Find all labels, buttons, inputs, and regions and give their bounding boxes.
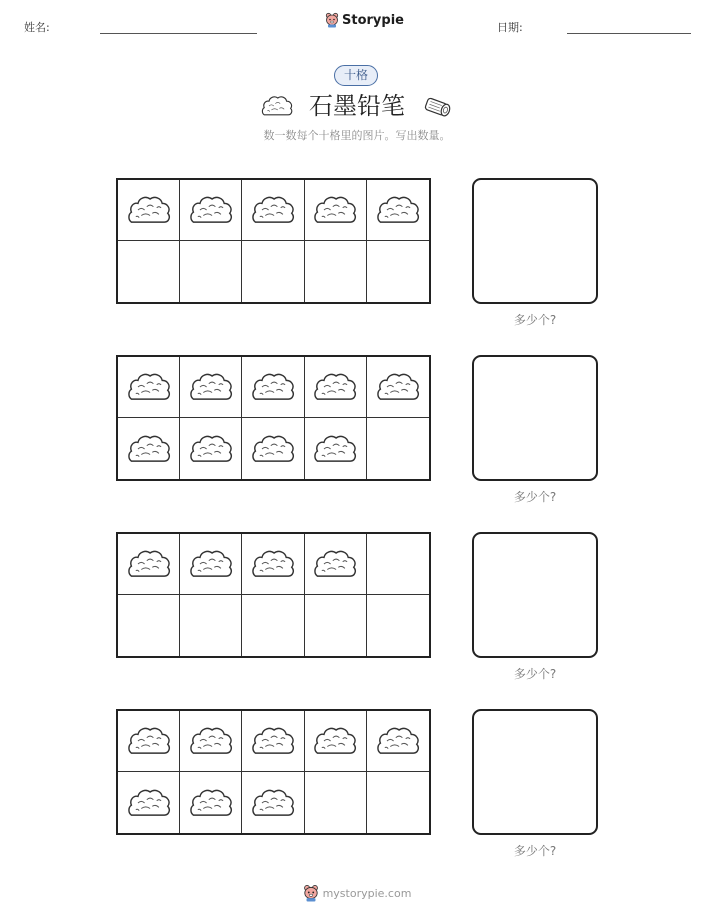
- ten-frame-cell-filled: [118, 418, 180, 479]
- ten-frame-cell-filled: [180, 534, 242, 595]
- ten-frame-cell-empty: [118, 241, 180, 302]
- ten-frame-cell-empty: [305, 772, 367, 833]
- ten-frame-cell-empty: [367, 241, 429, 302]
- brand-name: Storypie: [342, 12, 404, 28]
- graphite-lump-icon: [127, 431, 171, 467]
- ten-frame-cell-filled: [118, 772, 180, 833]
- worksheet-title: 石墨铅笔: [309, 92, 405, 120]
- ten-frame-cell-filled: [118, 534, 180, 595]
- ten-frame-cell-filled: [180, 418, 242, 479]
- graphite-lump-icon: [313, 723, 357, 759]
- instructions: 数一数每个十格里的图片。写出数量。: [263, 129, 451, 142]
- ten-frame-cell-filled: [242, 534, 304, 595]
- graphite-lump-icon: [189, 369, 233, 405]
- ten-frame-cell-filled: [180, 357, 242, 418]
- graphite-lump-icon: [313, 369, 357, 405]
- ten-frame-cell-filled: [242, 711, 304, 772]
- answer-box-3[interactable]: [472, 532, 598, 658]
- answer-box-4[interactable]: [472, 709, 598, 835]
- graphite-lump-icon: [376, 369, 420, 405]
- ten-frame-cell-filled: [242, 418, 304, 479]
- graphite-lump-icon: [127, 785, 171, 821]
- ten-frame-cell-empty: [242, 595, 304, 656]
- ten-frame-cell-filled: [180, 772, 242, 833]
- name-label: 姓名:: [24, 21, 50, 34]
- graphite-lump-icon: [313, 192, 357, 228]
- graphite-lump-icon: [251, 785, 295, 821]
- ten-frame-cell-filled: [118, 180, 180, 241]
- ten-frame-1: [116, 178, 431, 304]
- footer: [0, 884, 714, 902]
- ten-frame-cell-filled: [305, 711, 367, 772]
- graphite-lump-icon: [261, 94, 293, 118]
- graphite-lump-icon: [313, 431, 357, 467]
- how-many-label: 多少个?: [513, 490, 557, 504]
- graphite-lump-icon: [127, 192, 171, 228]
- ten-frame-cell-empty: [180, 595, 242, 656]
- ten-frame-cell-filled: [242, 772, 304, 833]
- ten-frame-cell-empty: [367, 418, 429, 479]
- graphite-lump-icon: [189, 785, 233, 821]
- ten-frame-cell-filled: [305, 180, 367, 241]
- ten-frame-cell-filled: [118, 711, 180, 772]
- graphite-lump-icon: [189, 192, 233, 228]
- ten-frame-2: [116, 355, 431, 481]
- ten-frame-cell-filled: [180, 180, 242, 241]
- graphite-lump-icon: [127, 546, 171, 582]
- ten-frame-cell-filled: [180, 711, 242, 772]
- ten-frame-cell-empty: [367, 534, 429, 595]
- graphite-lump-icon: [251, 369, 295, 405]
- ten-frame-cell-empty: [367, 595, 429, 656]
- ten-frame-3: [116, 532, 431, 658]
- graphite-lump-icon: [313, 546, 357, 582]
- graphite-lump-icon: [189, 546, 233, 582]
- ten-frame-cell-filled: [367, 711, 429, 772]
- ten-frame-cell-empty: [118, 595, 180, 656]
- pencil-log-icon: [421, 94, 453, 120]
- ten-frame-4: [116, 709, 431, 835]
- how-many-label: 多少个?: [513, 313, 557, 327]
- answer-box-2[interactable]: [472, 355, 598, 481]
- graphite-lump-icon: [251, 431, 295, 467]
- graphite-lump-icon: [127, 369, 171, 405]
- graphite-lump-icon: [251, 723, 295, 759]
- graphite-lump-icon: [376, 192, 420, 228]
- graphite-lump-icon: [127, 723, 171, 759]
- ten-frame-cell-empty: [242, 241, 304, 302]
- graphite-lump-icon: [251, 192, 295, 228]
- graphite-lump-icon: [189, 431, 233, 467]
- name-line[interactable]: [100, 33, 257, 34]
- bear-mascot-icon: [325, 12, 339, 28]
- ten-frame-cell-empty: [180, 241, 242, 302]
- ten-frame-cell-empty: [305, 595, 367, 656]
- ten-frame-cell-filled: [367, 180, 429, 241]
- graphite-lump-icon: [376, 723, 420, 759]
- graphite-lump-icon: [189, 723, 233, 759]
- ten-frame-cell-empty: [305, 241, 367, 302]
- graphite-lump-icon: [251, 546, 295, 582]
- bear-mascot-icon: [303, 884, 319, 902]
- ten-frame-cell-filled: [242, 180, 304, 241]
- ten-frame-cell-filled: [242, 357, 304, 418]
- ten-frame-cell-empty: [367, 772, 429, 833]
- how-many-label: 多少个?: [513, 667, 557, 681]
- how-many-label: 多少个?: [513, 844, 557, 858]
- ten-frame-cell-filled: [367, 357, 429, 418]
- ten-frame-cell-filled: [305, 418, 367, 479]
- brand-logo: [325, 12, 404, 28]
- answer-box-1[interactable]: [472, 178, 598, 304]
- ten-frame-cell-filled: [305, 357, 367, 418]
- ten-frame-cell-filled: [118, 357, 180, 418]
- ten-frame-cell-filled: [305, 534, 367, 595]
- footer-site: mystorypie.com: [322, 886, 412, 900]
- date-label: 日期:: [497, 21, 523, 34]
- date-line[interactable]: [567, 33, 691, 34]
- ten-frame-badge: 十格: [334, 65, 378, 86]
